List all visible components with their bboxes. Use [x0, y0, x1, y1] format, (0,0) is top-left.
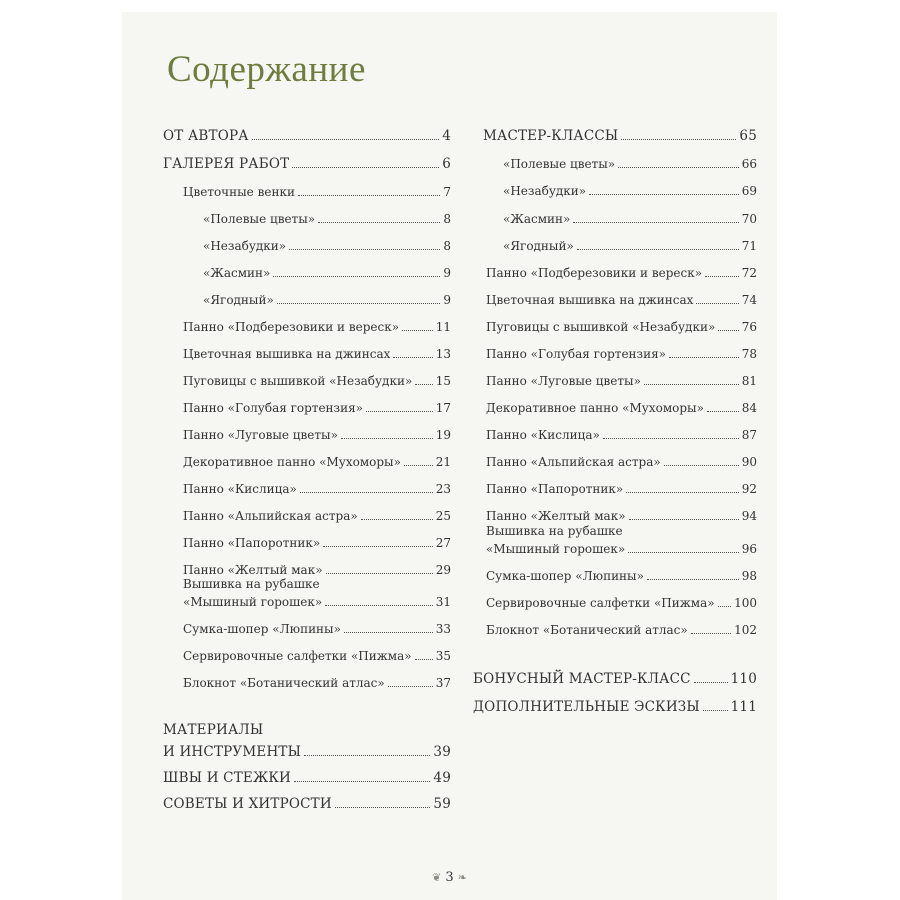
toc-entry-label: ГАЛЕРЕЯ РАБОТ — [163, 156, 290, 172]
toc-entry[interactable] — [183, 676, 451, 690]
leader-dots — [415, 658, 433, 660]
leader-dots — [252, 138, 440, 140]
leader-dots — [696, 302, 738, 304]
toc-entry[interactable] — [163, 157, 451, 171]
toc-entry-page: 25 — [435, 509, 451, 523]
toc-entry-label: Пуговицы с вышивкой «Незабудки» — [183, 374, 413, 388]
toc-entry-page: 37 — [435, 676, 451, 690]
toc-entry[interactable] — [183, 455, 451, 469]
toc-entry-label: Панно «Луговые цветы» — [486, 374, 641, 388]
toc-entry[interactable] — [503, 239, 757, 253]
toc-entry[interactable] — [163, 771, 451, 785]
toc-entry-label: Панно «Альпийская астра» — [183, 509, 358, 523]
leader-dots — [703, 709, 728, 711]
toc-entry-label: Панно «Папоротник» — [486, 482, 624, 496]
toc-entry-page: 23 — [435, 482, 451, 496]
toc-entry-label: БОНУСНЫЙ МАСТЕР-КЛАСС — [473, 671, 691, 687]
toc-entry-page: 13 — [435, 347, 451, 361]
toc-entry-label: Сервировочные салфетки «Пижма» — [486, 596, 715, 610]
toc-entry-label: Декоративное панно «Мухоморы» — [486, 401, 704, 415]
toc-entry[interactable] — [183, 374, 451, 388]
toc-entry-label: «Мышиный горошек» — [486, 542, 626, 556]
toc-entry[interactable] — [183, 401, 451, 415]
toc-entry-page: 8 — [443, 212, 451, 226]
page-number-value: 3 — [445, 870, 454, 885]
toc-entry[interactable] — [163, 745, 451, 759]
leader-dots — [589, 193, 739, 195]
toc-entry-page: 15 — [435, 374, 451, 388]
toc-entry-page: 29 — [435, 563, 451, 577]
leader-dots — [289, 248, 440, 250]
toc-entry-label: «Полевые цветы» — [203, 212, 316, 226]
leader-dots — [361, 518, 433, 520]
toc-entry-label: СОВЕТЫ И ХИТРОСТИ — [163, 796, 332, 812]
toc-entry-label: Панно «Желтый мак» — [486, 509, 626, 523]
toc-entry-label: Панно «Кислица» — [486, 428, 600, 442]
leader-dots — [326, 572, 433, 574]
toc-entry[interactable] — [486, 320, 757, 334]
toc-entry[interactable] — [486, 428, 757, 442]
leader-dots — [325, 604, 433, 606]
toc-entry-page: 8 — [443, 239, 451, 253]
toc-entry-label: Панно «Папоротник» — [183, 536, 321, 550]
toc-entry-label: Панно «Кислица» — [183, 482, 297, 496]
toc-entry-page: 72 — [741, 266, 757, 280]
leader-dots — [300, 491, 433, 493]
leader-dots — [404, 464, 433, 466]
leader-dots — [341, 437, 433, 439]
toc-entry-page: 59 — [433, 796, 451, 812]
leader-dots — [577, 248, 739, 250]
leader-dots — [628, 551, 739, 553]
toc-entry-label: Блокнот «Ботанический атлас» — [486, 623, 688, 637]
toc-entry-label-line1: МАТЕРИАЛЫ — [163, 722, 264, 738]
toc-entry-label: Декоративное панно «Мухоморы» — [183, 455, 401, 469]
toc-entry-label: И ИНСТРУМЕНТЫ — [163, 744, 302, 760]
leader-dots — [344, 631, 433, 633]
toc-entry-page: 7 — [443, 185, 451, 199]
toc-entry[interactable] — [473, 672, 757, 686]
leader-dots — [707, 410, 739, 412]
toc-entry-page: 35 — [435, 649, 451, 663]
toc-entry-page: 78 — [741, 347, 757, 361]
toc-entry-page: 49 — [433, 770, 451, 786]
leader-dots — [415, 383, 432, 385]
leader-dots — [292, 166, 439, 168]
toc-entry[interactable] — [486, 266, 757, 280]
toc-entry-page: 74 — [741, 293, 757, 307]
toc-entry-label: Блокнот «Ботанический атлас» — [183, 676, 385, 690]
toc-entry-page: 9 — [443, 293, 451, 307]
toc-entry[interactable] — [486, 542, 757, 556]
toc-entry-label: Цветочная вышивка на джинсах — [183, 347, 391, 361]
leader-dots — [669, 356, 739, 358]
toc-entry-page: 27 — [435, 536, 451, 550]
toc-entry-page: 94 — [741, 509, 757, 523]
leader-dots — [304, 754, 430, 756]
toc-entry-label: ШВЫ И СТЕЖКИ — [163, 770, 291, 786]
page-number — [122, 870, 777, 885]
toc-entry-page: 9 — [443, 266, 451, 280]
toc-entry[interactable] — [203, 266, 451, 280]
toc-entry-label: «Жасмин» — [203, 266, 271, 280]
toc-entry[interactable] — [183, 428, 451, 442]
toc-entry[interactable] — [183, 320, 451, 334]
toc-entry[interactable] — [163, 129, 451, 143]
toc-entry-label: ОТ АВТОРА — [163, 128, 249, 144]
toc-entry-label: «Ягодный» — [203, 293, 274, 307]
toc-entry-label: Цветочные венки — [183, 185, 295, 199]
toc-entry-page: 17 — [435, 401, 451, 415]
toc-entry[interactable] — [503, 157, 757, 171]
leader-dots — [718, 329, 738, 331]
leader-dots — [277, 302, 441, 304]
leader-dots — [393, 356, 432, 358]
toc-entry-page: 76 — [741, 320, 757, 334]
toc-entry[interactable] — [503, 212, 757, 226]
toc-entry[interactable] — [473, 700, 757, 714]
toc-entry-label: «Незабудки» — [203, 239, 287, 253]
toc-entry-page: 70 — [741, 212, 757, 226]
leader-dots — [644, 383, 739, 385]
toc-entry[interactable] — [483, 129, 757, 143]
toc-entry[interactable] — [183, 649, 451, 663]
toc-entry-label: Панно «Желтый мак» — [183, 563, 323, 577]
toc-entry[interactable] — [183, 509, 451, 523]
toc-entry-page: 19 — [435, 428, 451, 442]
toc-entry-page: 31 — [435, 595, 451, 609]
toc-entry[interactable] — [503, 184, 757, 198]
toc-entry[interactable] — [183, 185, 451, 199]
toc-entry-label: Пуговицы с вышивкой «Незабудки» — [486, 320, 716, 334]
toc-entry-label: «Жасмин» — [503, 212, 571, 226]
toc-entry-page: 39 — [433, 744, 451, 760]
toc-entry-label: Сумка-шопер «Люпины» — [183, 622, 341, 636]
toc-entry-page: 69 — [741, 184, 757, 198]
toc-entry-page: 11 — [435, 320, 451, 334]
toc-entry[interactable] — [486, 293, 757, 307]
toc-entry-label: «Мышиный горошек» — [183, 595, 323, 609]
toc-entry[interactable] — [486, 374, 757, 388]
toc-entry-label: Панно «Альпийская астра» — [486, 455, 661, 469]
leader-dots — [273, 275, 440, 277]
leader-dots — [294, 780, 430, 782]
ornament-icon: ❧ — [457, 871, 467, 884]
toc-entry-page: 90 — [741, 455, 757, 469]
toc-entry-label: Сервировочные салфетки «Пижма» — [183, 649, 412, 663]
toc-entry[interactable] — [486, 623, 757, 637]
toc-entry[interactable] — [183, 482, 451, 496]
leader-dots — [603, 437, 739, 439]
toc-entry[interactable] — [486, 596, 757, 610]
toc-entry-page: 84 — [741, 401, 757, 415]
toc-entry-label: Панно «Голубая гортензия» — [183, 401, 363, 415]
toc-entry-page: 71 — [741, 239, 757, 253]
toc-entry-label: «Полевые цветы» — [503, 157, 616, 171]
leader-dots — [705, 275, 739, 277]
toc-entry[interactable] — [486, 401, 757, 415]
toc-entry-label: Цветочная вышивка на джинсах — [486, 293, 694, 307]
toc-entry-label-line1: Вышивка на рубашке — [183, 577, 320, 591]
toc-entry[interactable] — [486, 509, 757, 523]
leader-dots — [626, 491, 738, 493]
toc-entry-page: 98 — [741, 569, 757, 583]
toc-entry[interactable] — [486, 569, 757, 583]
toc-entry[interactable] — [183, 347, 451, 361]
leader-dots — [691, 632, 731, 634]
toc-entry[interactable] — [203, 212, 451, 226]
ornament-icon: ❦ — [432, 871, 442, 884]
leader-dots — [388, 685, 433, 687]
leader-dots — [402, 329, 433, 331]
toc-entry-page: 100 — [734, 596, 757, 610]
toc-entry[interactable] — [183, 622, 451, 636]
toc-entry-label: МАСТЕР-КЛАССЫ — [483, 128, 619, 144]
toc-entry-label: «Ягодный» — [503, 239, 574, 253]
toc-entry-page: 92 — [741, 482, 757, 496]
toc-entry-page: 21 — [435, 455, 451, 469]
toc-entry-page: 65 — [739, 128, 757, 144]
leader-dots — [335, 806, 431, 808]
toc-entry-page: 87 — [741, 428, 757, 442]
toc-entry-page: 96 — [741, 542, 757, 556]
leader-dots — [323, 545, 432, 547]
leader-dots — [573, 221, 738, 223]
toc-entry-label: Панно «Луговые цветы» — [183, 428, 338, 442]
toc-entry[interactable] — [203, 293, 451, 307]
page-title: Содержание — [167, 49, 366, 90]
toc-entry-label: «Незабудки» — [503, 184, 587, 198]
leader-dots — [629, 518, 739, 520]
toc-entry-label: Панно «Подберезовики и вереск» — [486, 266, 703, 280]
toc-entry[interactable] — [183, 536, 451, 550]
toc-entry[interactable] — [486, 455, 757, 469]
toc-entry-page: 6 — [442, 156, 451, 172]
leader-dots — [318, 221, 440, 223]
toc-entry[interactable] — [183, 595, 451, 609]
leader-dots — [618, 166, 739, 168]
toc-entry-label: Панно «Голубая гортензия» — [486, 347, 666, 361]
toc-entry-page: 81 — [741, 374, 757, 388]
toc-entry-page: 110 — [730, 671, 757, 687]
toc-entry-page: 66 — [741, 157, 757, 171]
toc-entry[interactable] — [203, 239, 451, 253]
leader-dots — [621, 138, 736, 140]
leader-dots — [718, 605, 731, 607]
toc-entry[interactable] — [486, 347, 757, 361]
toc-entry-page: 102 — [734, 623, 757, 637]
toc-entry[interactable] — [183, 563, 451, 577]
toc-entry[interactable] — [486, 482, 757, 496]
book-page — [122, 12, 777, 900]
leader-dots — [694, 681, 728, 683]
toc-entry-label: ДОПОЛНИТЕЛЬНЫЕ ЭСКИЗЫ — [473, 699, 700, 715]
toc-entry-page: 4 — [442, 128, 451, 144]
toc-entry-page: 111 — [730, 699, 757, 715]
toc-entry-label: Панно «Подберезовики и вереск» — [183, 320, 400, 334]
leader-dots — [647, 578, 739, 580]
toc-entry-page: 33 — [435, 622, 451, 636]
toc-entry[interactable] — [163, 797, 451, 811]
toc-entry-label-line1: Вышивка на рубашке — [486, 524, 623, 538]
leader-dots — [298, 194, 440, 196]
leader-dots — [664, 464, 739, 466]
leader-dots — [366, 410, 433, 412]
toc-entry-label: Сумка-шопер «Люпины» — [486, 569, 644, 583]
